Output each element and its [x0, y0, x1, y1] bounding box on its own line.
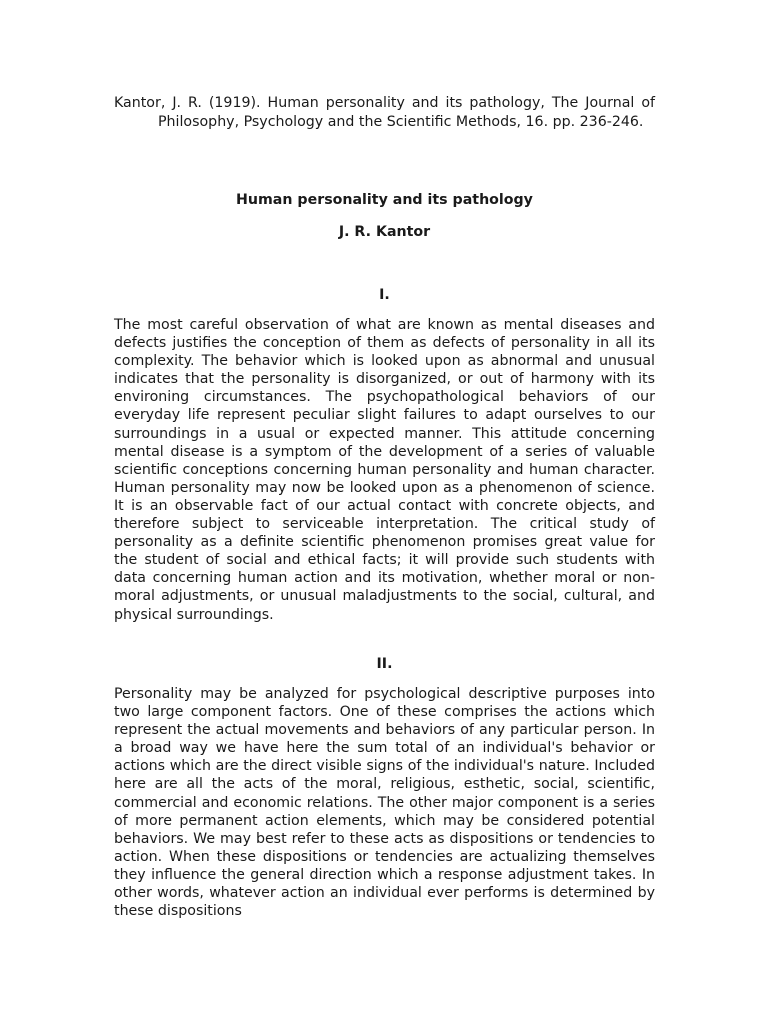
section-paragraph-1: The most careful observation of what are known as mental diseases and defects justifies the conception of them as defects of personality in all its complexity. The behavior which is looked upon as abnormal and unusual indicates that the personality is disorganized, or out of harmony with its environing circumstances. The psychopathological behaviors of our everyday life represent peculiar slight failures to adapt ourselves to our surroundings in a usual or expected manner. This attitude concerning mental disease is a symptom of the development of a series of valuable scientific conceptions concerning human personality and human character. Human personality may now be looked upon as a phenomenon of science. It is an observable fact of our actual contact with concrete objects, and therefore subject to serviceable interpretation. The critical study of personality as a definite scientific phenomenon promises great value for the student of social and ethical facts; it will provide such students with data concerning human action and its motivation, whether moral or non-moral adjustments, or unusual maladjustments to the social, cultural, and physical surroundings.	[114, 317, 655, 623]
article-title: Human personality and its pathology	[236, 192, 533, 208]
section-paragraph-2: Personality may be analyzed for psychological descriptive purposes into two large component factors. One of these comprises the actions which represent the actual movements and behaviors of any particular person. In a broad way we have here the sum total of an individual's behavior or actions which are the direct visible signs of the individual's nature. Included here are all the acts of the moral, religious, esthetic, social, scientific, commercial and economic relations. The other major component is a series of more permanent action elements, which may be considered potential behaviors. We may best refer to these acts as dispositions or tendencies to action. When these dispositions or tendencies are actualizing themselves they influence the general direction which a response adjustment takes. In other words, whatever action an individual ever performs is determined by these dispositions	[114, 686, 655, 920]
section-heading-2: II.	[376, 656, 393, 672]
article-author: J. R. Kantor	[338, 224, 431, 240]
section-heading-1: I.	[379, 287, 390, 303]
citation: Kantor, J. R. (1919). Human personality and its pathology, The Journal of Philosophy, Psychology and the Scientific Methods, 16. pp. 236-246.	[114, 95, 655, 130]
